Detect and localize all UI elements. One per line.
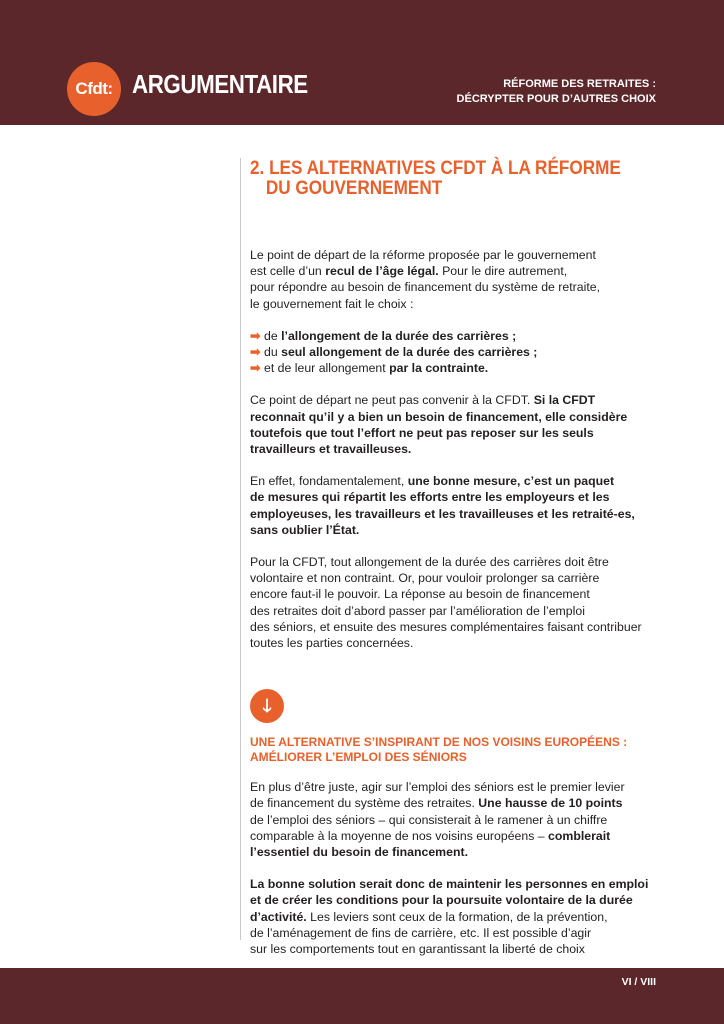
bold-run: seul allongement de la durée des carrières ; <box>281 345 538 360</box>
paragraph-cfdt-position <box>250 392 665 457</box>
page-number: VI / VIII <box>621 976 656 988</box>
document-title-line1: RÉFORME DES RETRAITES : <box>503 78 656 90</box>
text-line: pour répondre au besoin de financement du système de retraite, <box>250 280 600 295</box>
text-line: des séniors, et ensuite des mesures complémentaires faisant contribuer <box>250 619 642 634</box>
bold-line: reconnait qu’il y a bien un besoin de financement, elle considère <box>250 409 628 424</box>
document-title-line2: DÉCRYPTER POUR D’AUTRES CHOIX <box>456 93 656 105</box>
bold-line: La bonne solution serait donc de maintenir les personnes en emploi <box>250 877 649 892</box>
text-run: et de leur allongement <box>264 361 390 376</box>
list-item <box>250 328 665 344</box>
text-run: de <box>264 328 282 343</box>
brand-title: ARGUMENTAIRE <box>132 69 308 99</box>
margin-rule <box>240 158 241 940</box>
bold-line: toutefois que tout l’effort ne peut pas reposer sur les seuls <box>250 425 594 440</box>
text-run: En effet, fondamentalement, <box>250 474 408 489</box>
header-bar <box>0 0 724 125</box>
bold-run: comblerait <box>548 828 611 843</box>
text-line: encore faut-il le pouvoir. La réponse au besoin de financement <box>250 587 590 602</box>
text-line: Pour la CFDT, tout allongement de la durée des carrières doit être <box>250 555 609 570</box>
section-title-line1: 2. LES ALTERNATIVES CFDT À LA RÉFORME <box>250 157 621 179</box>
text-line <box>250 795 665 811</box>
paragraph-intro <box>250 247 665 312</box>
arrow-right-icon: ➡ <box>250 361 261 376</box>
text-run: Pour le dire autrement, <box>438 264 568 279</box>
text-line: de l’aménagement de fins de carrière, etc. Il est possible d’agir <box>250 925 592 940</box>
subsection-title-line1: UNE ALTERNATIVE S’INSPIRANT DE NOS VOISINS EUROPÉENS : <box>250 735 628 750</box>
text-run: est celle d’un <box>250 264 326 279</box>
text-line: le gouvernement fait le choix : <box>250 296 414 311</box>
subsection-title <box>250 735 665 765</box>
text-line: volontaire et non contraint. Or, pour vouloir prolonger sa carrière <box>250 571 600 586</box>
bold-run: recul de l’âge légal. <box>325 264 439 279</box>
bold-run: l’allongement de la durée des carrières ; <box>281 328 517 343</box>
arrow-right-icon: ➡ <box>250 328 261 343</box>
main-content <box>250 158 665 973</box>
bold-run: par la contrainte. <box>389 361 489 376</box>
bold-run: d’activité. <box>250 909 307 924</box>
arrow-down-icon: 🡓 <box>250 689 284 723</box>
footer-bar <box>0 968 724 1024</box>
text-line: des retraites doit d’abord passer par l’amélioration de l’emploi <box>250 603 585 618</box>
bullet-list <box>250 328 665 377</box>
document-title <box>457 77 656 107</box>
paragraph-career-length <box>250 554 665 651</box>
text-line: sur les comportements tout en garantissant la liberté de choix <box>250 942 585 957</box>
bold-run: Si la CFDT <box>533 393 596 408</box>
text-run: comparable à la moyenne de nos voisins européens – <box>250 828 549 843</box>
list-item <box>250 344 665 360</box>
text-line <box>250 828 665 844</box>
cfdt-logo: Cfdt: <box>67 62 121 116</box>
text-line <box>250 392 665 408</box>
bold-line: travailleurs et travailleuses. <box>250 442 412 457</box>
text-run: Les leviers sont ceux de la formation, de la prévention, <box>306 909 608 924</box>
list-item <box>250 360 665 376</box>
paragraph-good-measure <box>250 473 665 538</box>
bold-line: et de créer les conditions pour la poursuite volontaire de la durée <box>250 893 633 908</box>
section-title <box>250 158 664 198</box>
bold-run: Une hausse de 10 points <box>478 796 623 811</box>
bold-run: une bonne mesure, c’est un paquet <box>407 474 615 489</box>
text-line: En plus d’être juste, agir sur l’emploi des séniors est le premier levier <box>250 780 625 795</box>
text-line: de l’emploi des séniors – qui consisterait à le ramener à un chiffre <box>250 812 608 827</box>
bold-line: sans oublier l’État. <box>250 522 360 537</box>
bold-line: employeuses, les travailleurs et les travailleuses et les retraité-es, <box>250 506 635 521</box>
text-line <box>250 909 665 925</box>
text-run: du <box>264 345 282 360</box>
text-line <box>250 473 665 489</box>
paragraph-good-solution <box>250 876 665 957</box>
arrow-right-icon: ➡ <box>250 345 261 360</box>
subsection-title-line2: AMÉLIORER L’EMPLOI DES SÉNIORS <box>250 750 467 765</box>
text-run: Ce point de départ ne peut pas convenir à la CFDT. <box>250 393 534 408</box>
text-line: Le point de départ de la réforme proposée par le gouvernement <box>250 248 596 262</box>
text-line: toutes les parties concernées. <box>250 636 414 651</box>
paragraph-senior-employment <box>250 779 665 860</box>
text-run: de financement du système des retraites. <box>250 796 479 811</box>
text-line <box>250 263 665 279</box>
bold-line: l’essentiel du besoin de financement. <box>250 845 468 860</box>
section-title-line2: DU GOUVERNEMENT <box>265 177 443 199</box>
bold-line: de mesures qui répartit les efforts entre les employeurs et les <box>250 490 610 505</box>
